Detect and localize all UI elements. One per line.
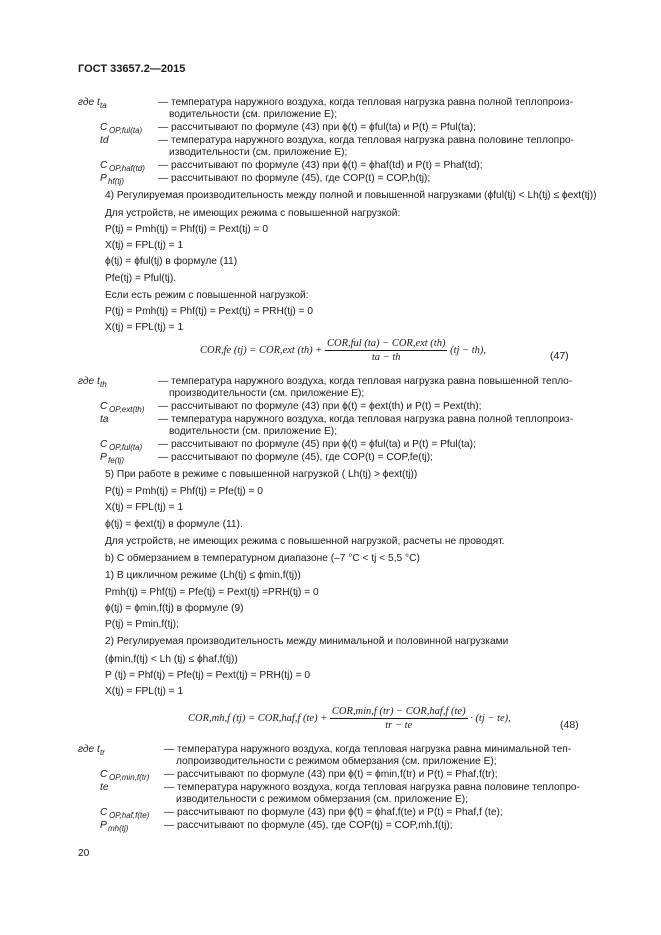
formula-47-numerator: COR,ful (ta) − COR,ext (th) [326, 338, 446, 349]
text-line: Pmh(tj) = Phf(tj) = Pfe(tj) = Pext(tj) =PRH(tj) = 0 [105, 587, 319, 598]
formula-48-fraction [330, 706, 468, 731]
symbol-subscript: ta [100, 101, 107, 110]
symbol-subscript: mh(tj) [108, 824, 129, 833]
text-line: — температура наружного воздуха, когда тепловая нагрузка равна минимальной теп- [164, 744, 572, 755]
text-line: — рассчитывают по формуле (45), где COP(t) = COP,h(tj); [158, 173, 431, 184]
text-line: X(tj) = FPL(tj) = 1 [105, 240, 184, 251]
text-line: ϕ(tj) = ϕful(tj) в формуле (11) [105, 256, 238, 267]
equation-number-48: (48) [560, 719, 579, 731]
symbol-subscript: OP,haf(td) [109, 164, 145, 173]
text-line: X(tj) = FPL(tj) = 1 [105, 686, 184, 697]
formula-48-denominator: tr − te [385, 720, 413, 731]
text-line: лопроизводительности с режимом обмерзания (см. приложение Е); [176, 756, 497, 767]
symbol-subscript: OP,haf,f(te) [109, 811, 150, 820]
text-line: — температура наружного воздуха, когда тепловая нагрузка равна половине теплопро- [164, 782, 580, 793]
text-line: Для устройств, не имеющих режима с повышенной нагрузкой: [105, 208, 401, 219]
text-line: P(tj) = Pmh(tj) = Phf(tj) = Pfe(tj) = 0 [105, 486, 263, 497]
text-line: C [100, 122, 108, 133]
symbol-subscript: OP,min,f(tr) [109, 773, 150, 782]
text-line: — температура наружного воздуха, когда тепловая нагрузка равна полной теплопроиз- [158, 414, 574, 425]
text-line: C [100, 769, 108, 780]
text-line: P(tj) = Pmh(tj) = Phf(tj) = Pext(tj) = 0 [105, 224, 269, 235]
text-line: изводительности (см. приложение Е); [169, 147, 348, 158]
text-line: — рассчитывают по формуле (43) при ϕ(t) = ϕext(th) и P(t) = Pext(th); [158, 401, 482, 412]
text-line: Если есть режим с повышенной нагрузкой: [105, 290, 309, 301]
text-line: водительности (см. приложение Е); [169, 109, 338, 120]
formula-48-lhs: COR,mh,f (tj) = COR,haf,f (te) + [188, 712, 328, 724]
text-line: X(tj) = FPL(tj) = 1 [105, 502, 184, 513]
formula-47-denominator: ta − th [371, 352, 401, 363]
text-line: Pfe(tj) = Pful(tj). [105, 273, 177, 284]
text-line: — рассчитывают по формуле (43) при ϕ(t) = ϕful(ta) и P(t) = Pful(ta); [158, 122, 476, 133]
symbol-subscript: th [100, 380, 107, 389]
formula-48 [188, 706, 511, 731]
text-line: изводительности с режимом обмерзания (см. приложение Е); [176, 794, 469, 805]
text-line: C [100, 160, 108, 171]
text-line: 4) Регулируемая производительность между полной и повышенной нагрузками (ϕful(tj) < Lh(tj) ≤ ϕext(tj)) [105, 190, 597, 201]
text-line: C [100, 401, 108, 412]
symbol-subscript: OP,ext(th) [109, 405, 145, 414]
symbol-subscript: fe(tj) [108, 456, 124, 465]
text-line: ϕ(tj) = ϕmin,f(tj) в формуле (9) [105, 603, 244, 614]
text-line: — рассчитывают по формуле (43) при ϕ(t) = ϕhaf,f(te) и P(t) = Phaf,f (te); [164, 807, 503, 818]
text-line: — рассчитывают по формуле (43) при ϕ(t) = ϕhaf(td) и P(t) = Phaf(td); [158, 160, 483, 171]
page-number: 20 [78, 848, 90, 859]
text-line: ta [100, 414, 109, 425]
formula-47-lhs: COR,fe (tj) = COR,ext (th) + [200, 344, 323, 356]
text-line: 5) При работе в режиме с повышенной нагрузкой ( Lh(tj) > ϕext(tj)) [105, 469, 418, 480]
symbol-subscript: hf(tj) [108, 177, 124, 186]
text-line: P (tj) = Phf(tj) = Pfe(tj) = Pext(tj) = PRH(tj) = 0 [105, 670, 311, 681]
text-line: Для устройств, не имеющих режима с повышенной нагрузкой, расчеты не проводят. [105, 536, 505, 547]
text-line: — температура наружного воздуха, когда тепловая нагрузка равна полной теплопроиз- [158, 97, 574, 108]
formula-48-numerator: COR,min,f (tr) − COR,haf,f (te) [331, 706, 466, 717]
text-line: — рассчитывают по формуле (45), где COP(t) = COP,fe(tj); [158, 452, 434, 463]
text-line: C [100, 439, 108, 450]
text-line: P(tj) = Pmin,f(tj); [105, 619, 179, 630]
symbol-subscript: OP,ful(ta) [109, 126, 143, 135]
formula-47-fraction [325, 338, 447, 363]
text-line: 2) Регулируемая производительность между минимальной и половинной нагрузками [105, 636, 509, 647]
symbol-subscript: tr [100, 748, 105, 757]
text-line: — температура наружного воздуха, когда тепловая нагрузка равна повышенной теплo- [158, 376, 573, 387]
page-header: ГОСТ 33657.2—2015 [78, 63, 186, 75]
text-line: C [100, 807, 108, 818]
formula-48-tail: · (tj − te), [470, 712, 511, 724]
text-line: 1) В цикличном режиме (Lh(tj) ≤ ϕmin,f(tj)) [105, 570, 301, 581]
text-line: — рассчитывают по формуле (45), где COP(tj) = COP,mh,f(tj); [164, 820, 453, 831]
text-line: te [100, 782, 109, 793]
text-line: P [100, 173, 107, 184]
text-line: P(tj) = Pmh(tj) = Phf(tj) = Pext(tj) = PRH(tj) = 0 [105, 306, 314, 317]
text-line: водительности (см. приложение Е); [169, 426, 338, 437]
text-line: где t [78, 376, 100, 387]
symbol-subscript: OP,ful(ta) [109, 443, 143, 452]
formula-47-tail: (tj − th), [450, 344, 487, 356]
text-line: P [100, 820, 107, 831]
text-line: где t [78, 97, 100, 108]
text-line: P [100, 452, 107, 463]
text-line: X(tj) = FPL(tj) = 1 [105, 322, 184, 333]
text-line: td [100, 135, 109, 146]
text-line: производительности (см. приложение Е); [169, 388, 365, 399]
text-line: b) С обмерзанием в температурном диапазоне (–7 °С < tj < 5,5 °С) [105, 553, 420, 564]
equation-number-47: (47) [550, 350, 569, 362]
text-line: (ϕmin,f(tj) < Lh (tj) ≤ ϕhaf,f(tj)) [105, 654, 238, 665]
text-line: — температура наружного воздуха, когда тепловая нагрузка равна половине теплопро- [158, 135, 574, 146]
text-line: — рассчитывают по формуле (45) при ϕ(t) = ϕful(ta) и P(t) = Pful(ta); [158, 439, 476, 450]
formula-47 [200, 338, 486, 363]
text-line: где t [78, 744, 100, 755]
text-line: — рассчитывают по формуле (43) при ϕ(t) = ϕmin,f(tr) и P(t) = Phaf,f(tr); [164, 769, 498, 780]
text-line: ϕ(tj) = ϕext(tj) в формуле (11). [105, 519, 243, 530]
